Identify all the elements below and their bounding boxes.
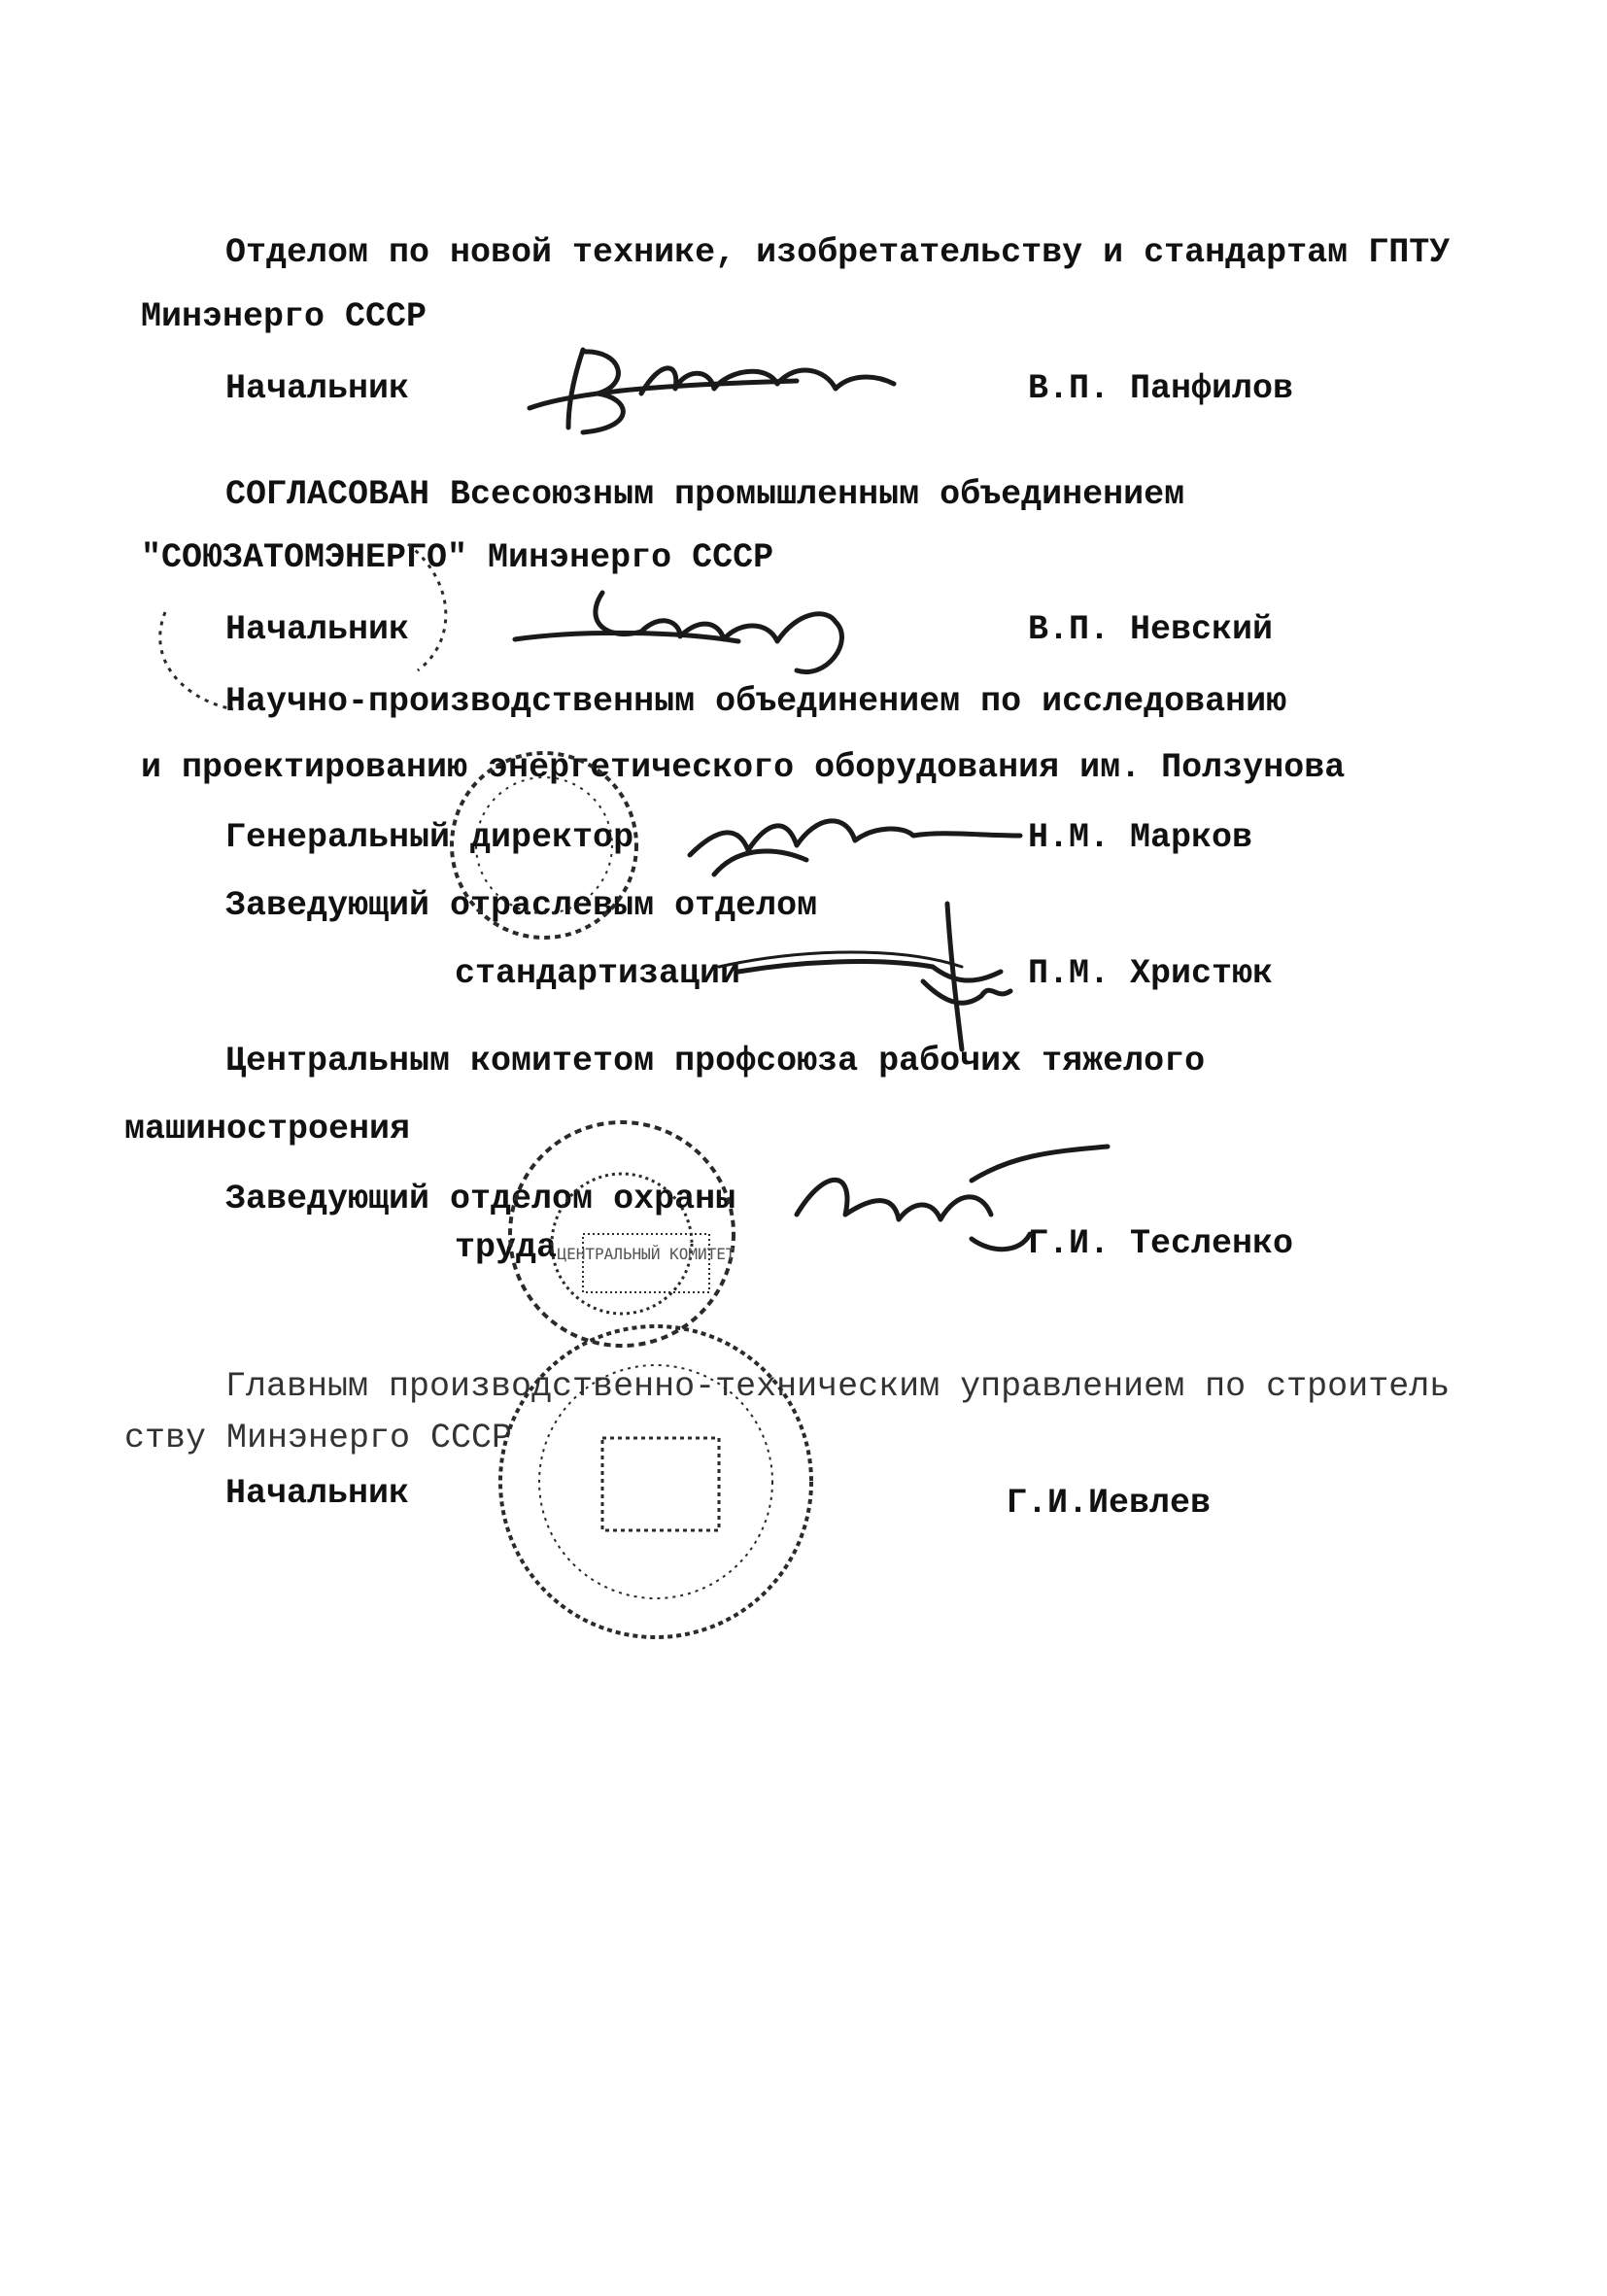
org-line: машиностроения — [124, 1110, 411, 1148]
position-label: Начальник — [225, 610, 410, 649]
position-label: стандартизации — [455, 954, 741, 993]
org-line: Минэнерго СССР — [141, 297, 427, 336]
person-name: В.П. Невский — [1028, 610, 1274, 649]
stamp-central-committee-text: ЦЕНТРАЛЬНЫЙ КОМИТЕТ — [557, 1245, 735, 1263]
position-label: Начальник — [225, 369, 410, 408]
signature-panfilov — [530, 350, 894, 432]
position-label: Заведующий отраслевым отделом — [225, 886, 818, 925]
org-line: Научно-производственным объединением по исследованию — [225, 682, 1287, 721]
signature-markov — [690, 821, 1020, 874]
person-name: Г.И.Иевлев — [1007, 1484, 1212, 1523]
org-line: СОГЛАСОВАН Всесоюзным промышленным объединением — [225, 475, 1185, 514]
org-line: ству Минэнерго СССР — [124, 1419, 513, 1457]
org-line: "СОЮЗАТОМЭНЕРГО" Минэнерго СССР — [141, 538, 774, 577]
org-line: Отделом по новой технике, изобретательству и стандартам ГПТУ — [225, 233, 1451, 272]
stamp-polzunov — [160, 544, 636, 938]
person-name: Н.М. Марков — [1028, 818, 1253, 857]
position-label: Заведующий отделом охраны — [225, 1180, 736, 1218]
person-name: В.П. Панфилов — [1028, 369, 1294, 408]
org-line: Центральным комитетом профсоюза рабочих тяжелого — [225, 1042, 1206, 1080]
position-label: труда — [455, 1228, 558, 1267]
signature-nevsky — [515, 593, 841, 672]
person-name: П.М. Христюк — [1028, 954, 1274, 993]
person-name: Г.И. Тесленко — [1028, 1224, 1294, 1263]
position-label: Генеральный директор — [225, 818, 634, 857]
org-line: Главным производственно-техническим управлением по строитель — [225, 1367, 1451, 1406]
org-line: и проектированию энергетического оборудования им. Ползунова — [141, 748, 1346, 787]
position-label: Начальник — [225, 1474, 410, 1513]
